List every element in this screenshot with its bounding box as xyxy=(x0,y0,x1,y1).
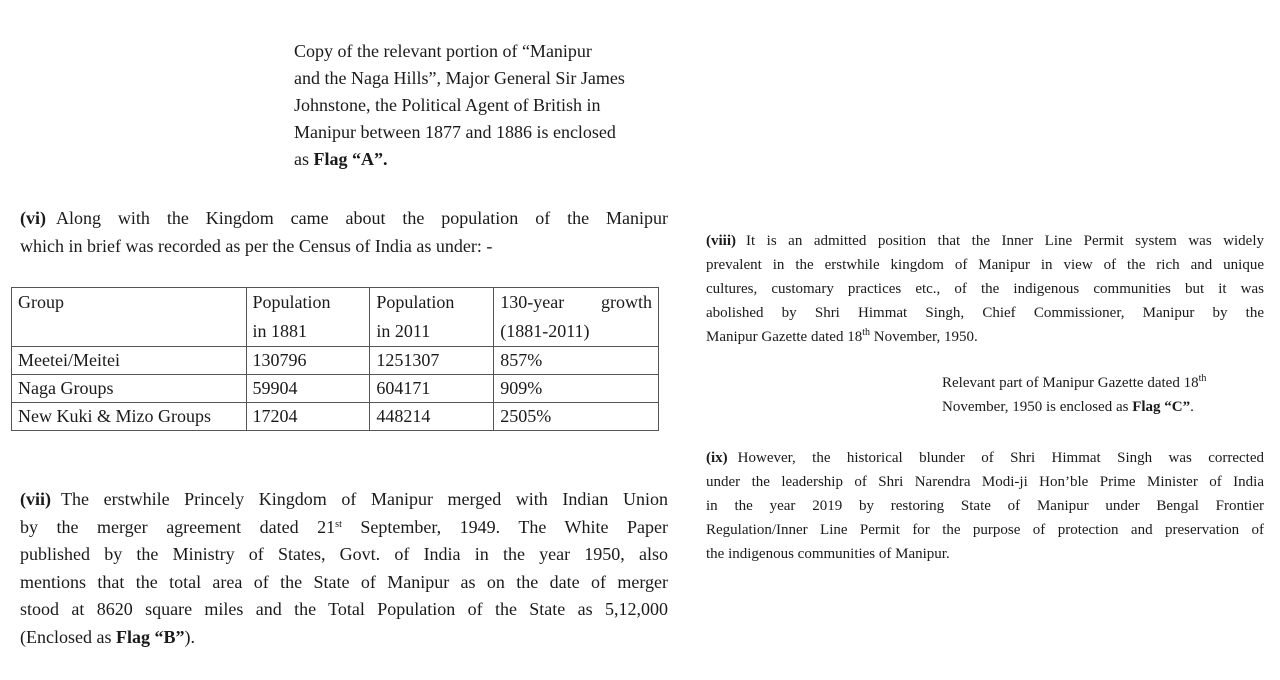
paragraph-number: (vi) xyxy=(20,208,46,228)
table-header-row xyxy=(12,288,659,347)
header-text: 130-year growth xyxy=(500,292,652,312)
header-text: in 2011 xyxy=(376,321,431,341)
paragraph-viii-line: abolished by Shri Himmat Singh, Chief Commissioner, Manipur by the xyxy=(706,305,1264,321)
paragraph-text: November, 1950. xyxy=(869,329,978,345)
header-text: in 1881 xyxy=(252,321,308,341)
paragraph-text: It is an admitted position that the Inner Line Permit system was widely xyxy=(746,233,1264,249)
cell-pop-1881: 17204 xyxy=(246,403,370,431)
cell-group: New Kuki & Mizo Groups xyxy=(12,403,247,431)
paragraph-text: by the merger agreement dated 21 xyxy=(20,516,336,537)
paragraph-text: Along with the Kingdom came about the population of the Manipur xyxy=(56,208,668,228)
paragraph-vii-line: published by the Ministry of States, Govt. of India in the year 1950, also xyxy=(20,544,668,564)
flag-c-note xyxy=(942,371,1264,419)
paragraph-viii-line xyxy=(706,229,1264,253)
cell-group: Naga Groups xyxy=(12,375,247,403)
paragraph-viii-line xyxy=(706,325,1264,349)
flag-a-note-line: Johnstone, the Political Agent of British in xyxy=(294,95,601,115)
paragraph-vii-line: mentions that the total area of the State of Manipur as on the date of merger xyxy=(20,571,668,592)
paragraph-text: However, the historical blunder of Shri Himmat Singh was corrected xyxy=(737,450,1264,466)
flag-c-label: Flag “C” xyxy=(1132,399,1191,415)
cell-growth: 2505% xyxy=(494,403,659,431)
flag-a-label: Flag “A”. xyxy=(313,149,388,169)
table-row xyxy=(12,347,659,375)
flag-a-note-line: Copy of the relevant portion of “Manipur xyxy=(294,41,592,61)
note-text: Relevant part of Manipur Gazette dated 18 xyxy=(942,375,1199,391)
paragraph-vi xyxy=(20,205,668,260)
paragraph-ix-line: Regulation/Inner Line Permit for the purpose of protection and preservation of xyxy=(706,522,1264,538)
superscript: st xyxy=(335,518,342,530)
header-group-text: Group xyxy=(18,292,64,312)
paragraph-vii-line: stood at 8620 square miles and the Total Population of the State as 5,12,000 xyxy=(20,599,668,619)
flag-c-note-line xyxy=(942,371,1264,395)
flag-a-note-last-line xyxy=(294,146,668,173)
table-row xyxy=(12,403,659,431)
paragraph-vi-line2: which in brief was recorded as per the Census of India as under: - xyxy=(20,235,493,256)
paragraph-text: September, 1949. The White Paper xyxy=(341,516,668,537)
flag-b-label: Flag “B” xyxy=(115,626,185,647)
paragraph-ix-line: in the year 2019 by restoring State of Manipur under Bengal Frontier xyxy=(706,498,1264,514)
cell-pop-2011: 604171 xyxy=(370,375,494,403)
cell-pop-1881: 130796 xyxy=(246,347,370,375)
header-text: Population xyxy=(252,292,331,312)
paragraph-text: Manipur Gazette dated 18 xyxy=(706,329,863,345)
paragraph-vii xyxy=(20,486,668,651)
header-text: (1881-2011) xyxy=(500,321,590,341)
paragraph-viii-line: cultures, customary practices etc., of the indigenous communities but it was xyxy=(706,281,1264,297)
paragraph-ix-line xyxy=(706,446,1264,470)
paragraph-vi-line1 xyxy=(20,205,668,233)
cell-growth: 909% xyxy=(494,375,659,403)
header-pop-2011 xyxy=(370,288,494,347)
superscript: th xyxy=(1198,373,1207,384)
paragraph-vii-line xyxy=(20,624,668,652)
census-table xyxy=(11,287,659,431)
cell-pop-1881: 59904 xyxy=(246,375,370,403)
flag-a-prefix: as xyxy=(294,149,314,169)
paragraph-text: The erstwhile Princely Kingdom of Manipur merged with Indian Union xyxy=(61,489,668,509)
cell-growth: 857% xyxy=(494,347,659,375)
paragraph-viii xyxy=(706,229,1264,349)
flag-a-note xyxy=(294,38,668,173)
superscript: th xyxy=(862,327,870,338)
paragraph-vii-line xyxy=(20,514,668,542)
paragraph-number: (viii) xyxy=(706,233,736,249)
flag-c-note-line xyxy=(942,395,1264,419)
table-row xyxy=(12,375,659,403)
paragraph-text: (Enclosed as xyxy=(20,626,116,647)
paragraph-ix-line: the indigenous communities of Manipur. xyxy=(706,546,950,562)
flag-a-note-line: and the Naga Hills”, Major General Sir James xyxy=(294,68,625,88)
cell-pop-2011: 448214 xyxy=(370,403,494,431)
header-growth xyxy=(494,288,659,347)
paragraph-viii-line: prevalent in the erstwhile kingdom of Manipur in view of the rich and unique xyxy=(706,257,1264,273)
paragraph-text: ). xyxy=(184,626,195,647)
header-pop-1881 xyxy=(246,288,370,347)
paragraph-vii-line xyxy=(20,486,668,514)
cell-group: Meetei/Meitei xyxy=(12,347,247,375)
paragraph-ix xyxy=(706,446,1264,566)
header-text: Population xyxy=(376,292,455,312)
note-text: . xyxy=(1190,399,1194,415)
paragraph-ix-line: under the leadership of Shri Narendra Modi-ji Hon’ble Prime Minister of India xyxy=(706,474,1264,490)
cell-pop-2011: 1251307 xyxy=(370,347,494,375)
paragraph-number: (ix) xyxy=(706,450,728,466)
flag-a-note-line: Manipur between 1877 and 1886 is enclosed xyxy=(294,122,616,142)
note-text: November, 1950 is enclosed as xyxy=(942,399,1133,415)
paragraph-number: (vii) xyxy=(20,489,51,509)
header-group xyxy=(12,288,247,347)
